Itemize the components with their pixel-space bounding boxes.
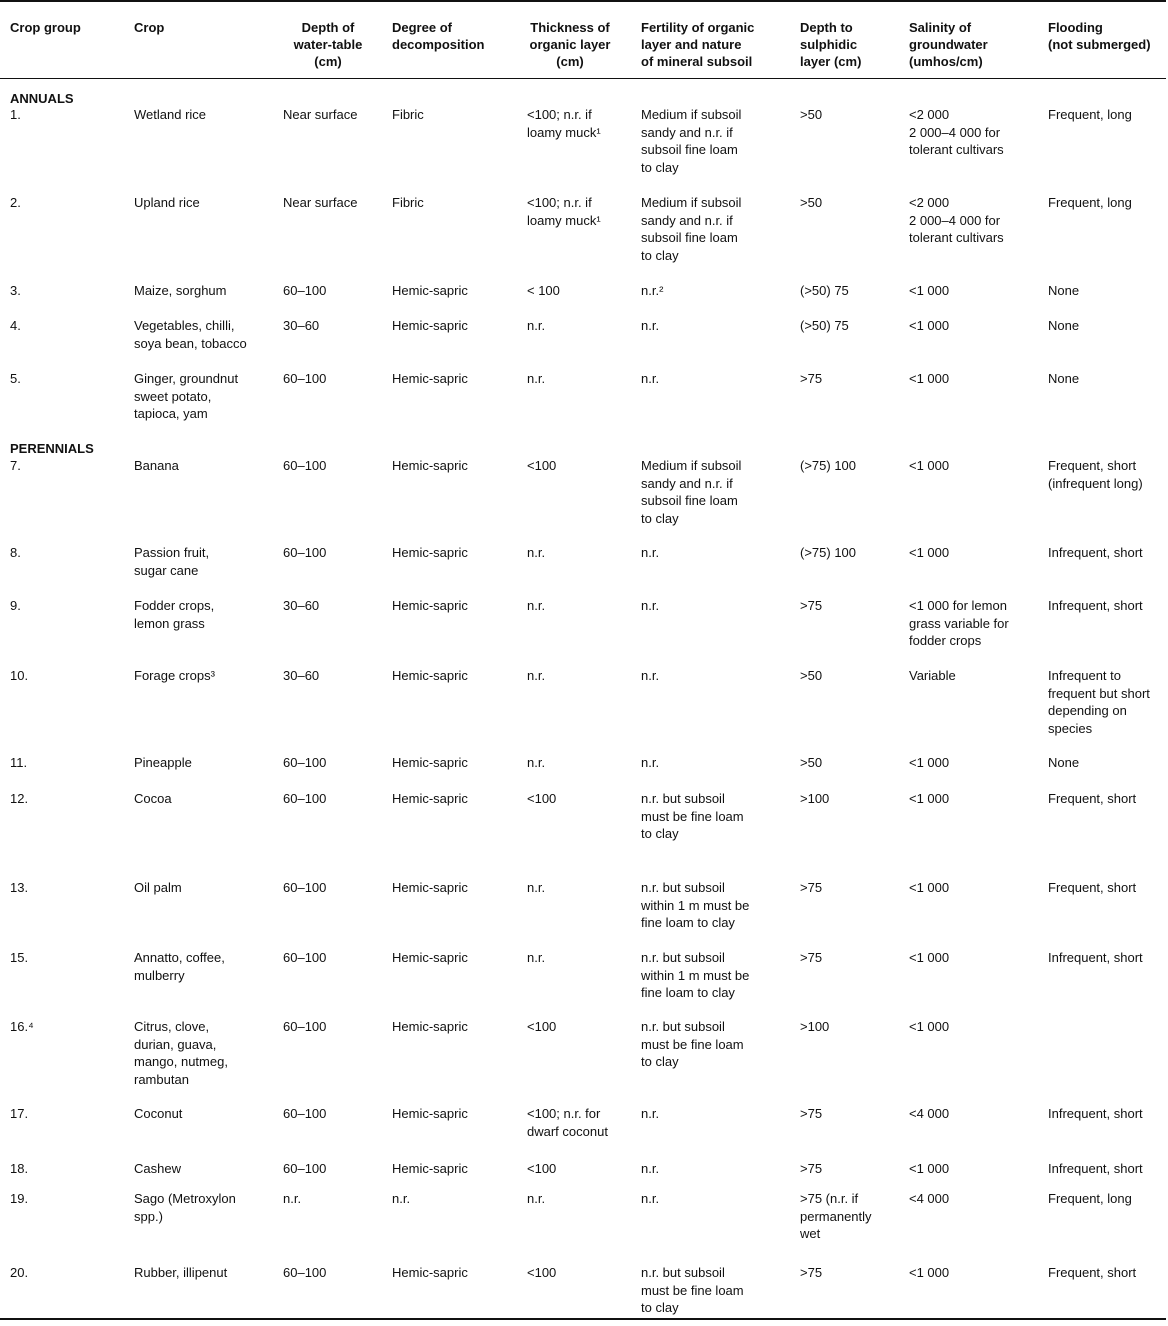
cell-decomp: Hemic-sapric (392, 458, 468, 473)
cell-sulph: >75 (800, 950, 823, 965)
cell-thick: n.r. (527, 598, 546, 613)
cell-water: 30–60 (283, 318, 320, 333)
cell-water: 60–100 (283, 1106, 327, 1121)
cell-sulph: >50 (800, 755, 823, 770)
cell-flood: None (1048, 318, 1080, 333)
cell-num: 18. (10, 1161, 29, 1176)
cell-crop: Cocoa (134, 791, 172, 806)
cell-water: 60–100 (283, 755, 327, 770)
cell-flood: Infrequent to frequent but short depending on species (1048, 668, 1150, 736)
cell-thick: < 100 (527, 283, 560, 298)
cell-sulph: >100 (800, 1019, 830, 1034)
cell-salin: <1 000 (909, 1265, 950, 1280)
cell-flood: Frequent, long (1048, 107, 1132, 122)
cell-sulph: (>75) 100 (800, 545, 857, 560)
cell-salin: <1 000 (909, 880, 950, 895)
cell-salin: <1 000 (909, 1019, 950, 1034)
cell-fert: n.r. (641, 1191, 660, 1206)
cell-water: 60–100 (283, 1161, 327, 1176)
header-rule (0, 78, 1166, 79)
cell-sulph: >100 (800, 791, 830, 806)
cell-sulph: >75 (800, 1106, 823, 1121)
cell-thick: <100 (527, 791, 557, 806)
cell-decomp: Fibric (392, 195, 424, 210)
header-salinity: Salinity of groundwater (umhos/cm) (909, 20, 988, 69)
cell-crop: Annatto, coffee, mulberry (134, 950, 225, 983)
cell-crop: Oil palm (134, 880, 182, 895)
cell-water: 60–100 (283, 458, 327, 473)
cell-num: 7. (10, 458, 21, 473)
cell-thick: n.r. (527, 318, 546, 333)
cell-water: 60–100 (283, 1265, 327, 1280)
cell-salin: Variable (909, 668, 956, 683)
cell-flood: Infrequent, short (1048, 1106, 1143, 1121)
cell-fert: n.r. (641, 1106, 660, 1121)
header-crop-group: Crop group (10, 20, 81, 35)
cell-num: 19. (10, 1191, 29, 1206)
cell-num: 11. (10, 755, 28, 770)
bottom-rule (0, 1318, 1166, 1320)
cell-decomp: Hemic-sapric (392, 1161, 468, 1176)
cell-salin: <1 000 (909, 545, 950, 560)
cell-thick: <100; n.r. if loamy muck¹ (527, 107, 601, 140)
cell-num: 16.⁴ (10, 1019, 34, 1034)
cell-salin: <1 000 for lemon grass variable for fodder crops (909, 598, 1009, 648)
cell-fert: n.r. (641, 1161, 660, 1176)
cell-num: 15. (10, 950, 29, 965)
cell-crop: Ginger, groundnut sweet potato, tapioca, yam (134, 371, 239, 421)
header-crop: Crop (134, 20, 165, 35)
cell-crop: Rubber, illipenut (134, 1265, 228, 1280)
header-sulphidic-depth: Depth to sulphidic layer (cm) (800, 20, 862, 69)
cell-flood: Frequent, short (1048, 1265, 1137, 1280)
cell-crop: Maize, sorghum (134, 283, 227, 298)
cell-num: 1. (10, 107, 21, 122)
cell-num: 5. (10, 371, 21, 386)
cell-salin: <1 000 (909, 318, 950, 333)
cell-decomp: Hemic-sapric (392, 318, 468, 333)
cell-num: 17. (10, 1106, 29, 1121)
cell-flood: Infrequent, short (1048, 598, 1143, 613)
header-decomposition: Degree of decomposition (392, 20, 485, 52)
cell-sulph: >50 (800, 668, 823, 683)
cell-fert: n.r. (641, 668, 660, 683)
cell-flood: Infrequent, short (1048, 545, 1143, 560)
cell-num: 3. (10, 283, 21, 298)
cell-sulph: >75 (800, 1161, 823, 1176)
cell-water: 60–100 (283, 950, 327, 965)
cell-flood: Frequent, short (1048, 791, 1137, 806)
cell-thick: <100; n.r. for dwarf coconut (527, 1106, 608, 1139)
cell-water: Near surface (283, 107, 358, 122)
cell-thick: <100 (527, 1265, 557, 1280)
cell-decomp: Hemic-sapric (392, 950, 468, 965)
cell-decomp: Hemic-sapric (392, 598, 468, 613)
cell-fert: n.r. (641, 598, 660, 613)
cell-sulph: (>75) 100 (800, 458, 857, 473)
cell-salin: <2 000 2 000–4 000 for tolerant cultivars (909, 107, 1004, 157)
cell-water: 60–100 (283, 545, 327, 560)
header-organic-thickness: Thickness of organic layer (cm) (529, 20, 611, 69)
cell-flood: Infrequent, short (1048, 950, 1143, 965)
cell-flood: Frequent, long (1048, 1191, 1132, 1206)
cell-salin: <1 000 (909, 950, 950, 965)
cell-crop: Cashew (134, 1161, 181, 1176)
cell-decomp: n.r. (392, 1191, 411, 1206)
cell-fert: n.r. but subsoil must be fine loam to clay (641, 1019, 744, 1069)
cell-salin: <4 000 (909, 1106, 950, 1121)
cell-thick: n.r. (527, 880, 546, 895)
cell-crop: Forage crops³ (134, 668, 215, 683)
cell-thick: n.r. (527, 371, 546, 386)
cell-sulph: >75 (800, 598, 823, 613)
cell-fert: Medium if subsoil sandy and n.r. if subsoil fine loam to clay (641, 458, 742, 526)
cell-fert: n.r. but subsoil within 1 m must be fine loam to clay (641, 950, 750, 1000)
cell-salin: <1 000 (909, 755, 950, 770)
cell-fert: n.r. but subsoil must be fine loam to clay (641, 1265, 744, 1315)
cell-num: 20. (10, 1265, 29, 1280)
cell-decomp: Hemic-sapric (392, 1019, 468, 1034)
header-fertility: Fertility of organic layer and nature of mineral subsoil (641, 20, 755, 69)
cell-crop: Sago (Metroxylon spp.) (134, 1191, 236, 1224)
cell-sulph: >75 (n.r. if permanently wet (800, 1191, 872, 1241)
cell-thick: n.r. (527, 1191, 546, 1206)
cell-thick: <100 (527, 458, 557, 473)
cell-fert: n.r. (641, 545, 660, 560)
group-label-perennials: PERENNIALS (10, 441, 94, 456)
cell-flood: Infrequent, short (1048, 1161, 1143, 1176)
cell-decomp: Hemic-sapric (392, 791, 468, 806)
cell-thick: n.r. (527, 668, 546, 683)
cell-salin: <1 000 (909, 283, 950, 298)
cell-fert: Medium if subsoil sandy and n.r. if subsoil fine loam to clay (641, 195, 742, 263)
cell-fert: n.r.² (641, 283, 664, 298)
cell-crop: Passion fruit, sugar cane (134, 545, 210, 578)
cell-sulph: >75 (800, 1265, 823, 1280)
cell-flood: None (1048, 371, 1080, 386)
top-rule (0, 0, 1166, 2)
cell-flood: Frequent, long (1048, 195, 1132, 210)
cell-salin: <2 000 2 000–4 000 for tolerant cultivars (909, 195, 1004, 245)
cell-water: 60–100 (283, 791, 327, 806)
cell-crop: Upland rice (134, 195, 200, 210)
cell-num: 13. (10, 880, 29, 895)
cell-water: n.r. (283, 1191, 302, 1206)
cell-decomp: Hemic-sapric (392, 1106, 468, 1121)
cell-num: 2. (10, 195, 21, 210)
cell-crop: Wetland rice (134, 107, 207, 122)
cell-flood: None (1048, 755, 1080, 770)
cell-crop: Coconut (134, 1106, 183, 1121)
header-water-table: Depth of water-table (cm) (293, 20, 363, 69)
cell-decomp: Hemic-sapric (392, 668, 468, 683)
cell-sulph: >50 (800, 195, 823, 210)
cell-num: 8. (10, 545, 21, 560)
cell-thick: n.r. (527, 950, 546, 965)
cell-num: 10. (10, 668, 29, 683)
cell-fert: n.r. but subsoil within 1 m must be fine loam to clay (641, 880, 750, 930)
cell-thick: <100; n.r. if loamy muck¹ (527, 195, 601, 228)
cell-decomp: Hemic-sapric (392, 1265, 468, 1280)
cell-sulph: >50 (800, 107, 823, 122)
cell-flood: None (1048, 283, 1080, 298)
cell-fert: n.r. (641, 318, 660, 333)
cell-water: 30–60 (283, 668, 320, 683)
cell-thick: n.r. (527, 545, 546, 560)
cell-thick: <100 (527, 1161, 557, 1176)
cell-crop: Vegetables, chilli, soya bean, tobacco (134, 318, 247, 351)
cell-salin: <1 000 (909, 371, 950, 386)
cell-decomp: Fibric (392, 107, 424, 122)
header-flooding: Flooding (not submerged) (1048, 20, 1151, 52)
cell-sulph: >75 (800, 371, 823, 386)
cell-salin: <4 000 (909, 1191, 950, 1206)
cell-water: 60–100 (283, 283, 327, 298)
cell-decomp: Hemic-sapric (392, 283, 468, 298)
cell-flood: Frequent, short (infrequent long) (1048, 458, 1143, 491)
cell-crop: Fodder crops, lemon grass (134, 598, 215, 631)
cell-decomp: Hemic-sapric (392, 371, 468, 386)
cell-water: 60–100 (283, 880, 327, 895)
cell-crop: Pineapple (134, 755, 192, 770)
cell-sulph: (>50) 75 (800, 318, 849, 333)
cell-salin: <1 000 (909, 458, 950, 473)
cell-sulph: >75 (800, 880, 823, 895)
cell-num: 9. (10, 598, 21, 613)
group-label-annuals: ANNUALS (10, 91, 74, 106)
cell-fert: n.r. (641, 371, 660, 386)
cell-flood: Frequent, short (1048, 880, 1137, 895)
cell-sulph: (>50) 75 (800, 283, 849, 298)
cell-fert: n.r. but subsoil must be fine loam to clay (641, 791, 744, 841)
cell-salin: <1 000 (909, 1161, 950, 1176)
cell-salin: <1 000 (909, 791, 950, 806)
cell-crop: Citrus, clove, durian, guava, mango, nutmeg, rambutan (134, 1019, 228, 1087)
cell-water: 60–100 (283, 1019, 327, 1034)
cell-fert: Medium if subsoil sandy and n.r. if subsoil fine loam to clay (641, 107, 742, 175)
cell-decomp: Hemic-sapric (392, 755, 468, 770)
cell-decomp: Hemic-sapric (392, 545, 468, 560)
cell-water: 30–60 (283, 598, 320, 613)
cell-num: 12. (10, 791, 29, 806)
cell-crop: Banana (134, 458, 179, 473)
cell-water: Near surface (283, 195, 358, 210)
cell-thick: <100 (527, 1019, 557, 1034)
cell-fert: n.r. (641, 755, 660, 770)
cell-decomp: Hemic-sapric (392, 880, 468, 895)
cell-thick: n.r. (527, 755, 546, 770)
cell-num: 4. (10, 318, 21, 333)
cell-water: 60–100 (283, 371, 327, 386)
